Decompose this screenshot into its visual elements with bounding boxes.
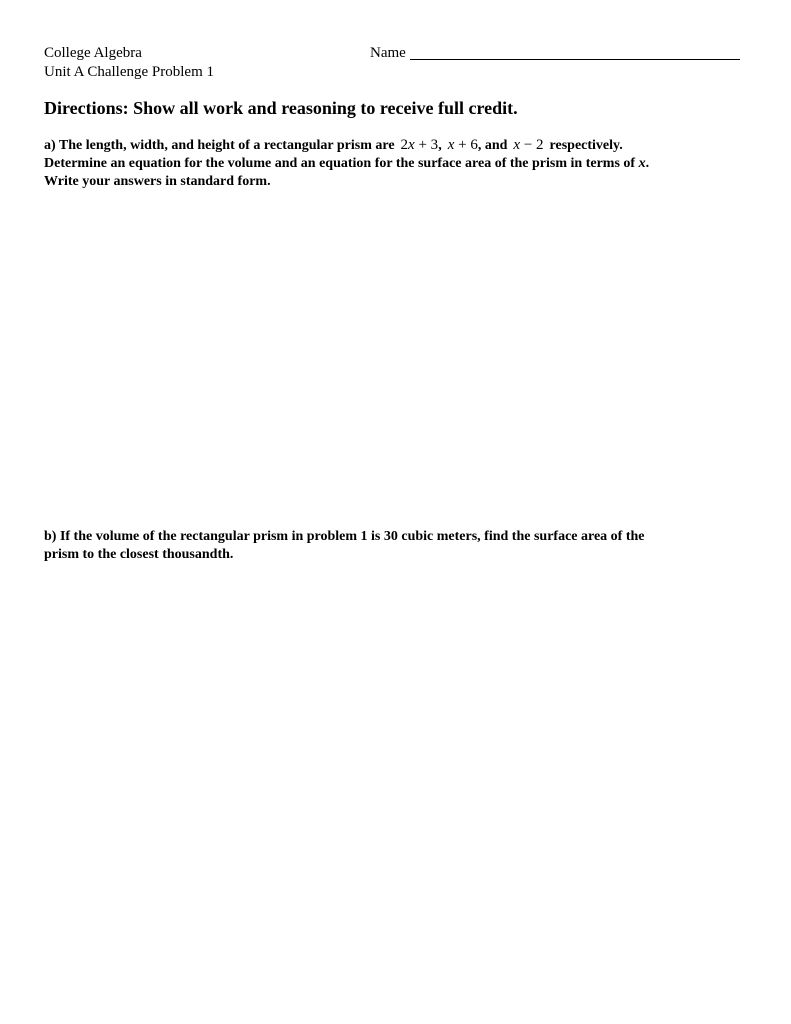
expr3-var: x	[513, 137, 521, 153]
problem-a-intro: a) The length, width, and height of a rectangular prism are	[44, 138, 395, 153]
respectively-text: respectively.	[549, 138, 623, 153]
problem-a-line-3: Write your answers in standard form.	[44, 174, 271, 189]
problem-a	[44, 136, 734, 191]
header-course-info	[44, 44, 214, 82]
unit-title: Unit A Challenge Problem 1	[44, 64, 214, 80]
expr1-coef: 2	[400, 137, 409, 153]
problem-b-line-1: b) If the volume of the rectangular prism in problem 1 is 30 cubic meters, find the surface area of the	[44, 529, 645, 544]
name-field	[370, 44, 740, 63]
expr2-rest: + 6	[454, 137, 478, 153]
expr1-rest: + 3	[414, 137, 439, 153]
problem-a-line-2	[44, 155, 734, 173]
expr3-rest: − 2	[520, 137, 544, 153]
name-label: Name	[370, 45, 406, 61]
problem-a-line-2-end: .	[645, 156, 650, 171]
expression-height	[513, 137, 543, 153]
expression-width	[448, 137, 478, 153]
problem-b-line-2: prism to the closest thousandth.	[44, 547, 234, 562]
problem-b	[44, 528, 734, 564]
comma-1: ,	[438, 138, 442, 153]
name-blank-line	[410, 44, 740, 60]
expr2-var: x	[447, 137, 455, 153]
problem-a-line-2-var: x	[638, 156, 646, 171]
directions-heading: Directions: Show all work and reasoning to receive full credit.	[44, 98, 518, 118]
problem-a-line-1	[44, 136, 734, 155]
and-text: , and	[477, 138, 508, 153]
expression-length	[401, 137, 439, 153]
problem-a-line-2-text: Determine an equation for the volume and an equation for the surface area of the prism in terms of	[44, 156, 636, 171]
expr1-var: x	[408, 137, 415, 153]
course-title: College Algebra	[44, 45, 142, 61]
